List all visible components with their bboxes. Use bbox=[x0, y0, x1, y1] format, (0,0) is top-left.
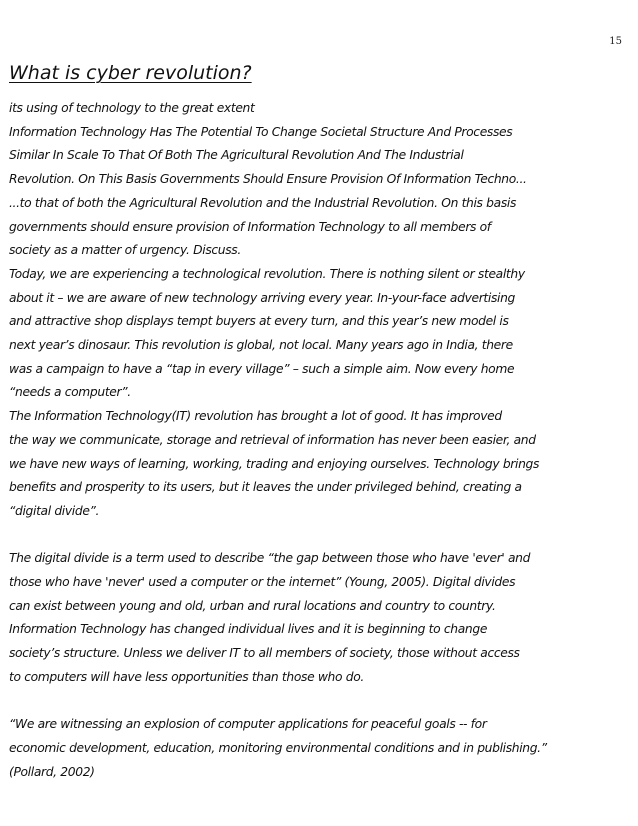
text-line: and attractive shop displays tempt buyers at every turn, and this year’s new model is bbox=[9, 314, 509, 329]
text-line: we have new ways of learning, working, trading and enjoying ourselves. Technology brings bbox=[9, 456, 540, 471]
text-line: can exist between young and old, urban and rural locations and country to country. bbox=[9, 598, 496, 613]
text-line: benefits and prosperity to its users, but it leaves the under privileged behind, creating a bbox=[9, 480, 522, 495]
quote-line: economic development, education, monitoring environmental conditions and in publishing.” bbox=[9, 740, 547, 755]
text-line: next year’s dinosaur. This revolution is global, not local. Many years ago in India, there bbox=[9, 338, 513, 353]
text-line: the way we communicate, storage and retrieval of information has never been easier, and bbox=[9, 432, 536, 447]
page-title: What is cyber revolution? bbox=[9, 62, 252, 84]
page-number: 15 bbox=[609, 36, 622, 47]
text-line: Information Technology has changed individual lives and it is beginning to change bbox=[9, 622, 488, 637]
text-line: Information Technology Has The Potential To Change Societal Structure And Processes bbox=[9, 124, 513, 139]
text-line: about it – we are aware of new technology arriving every year. In-your-face advertising bbox=[9, 290, 515, 305]
text-line: Revolution. On This Basis Governments Should Ensure Provision Of Information Techno... bbox=[9, 172, 527, 187]
body-text bbox=[9, 97, 631, 784]
text-line: “needs a computer”. bbox=[9, 385, 131, 400]
text-line: “digital divide”. bbox=[9, 503, 100, 518]
text-line: society’s structure. Unless we deliver IT to all members of society, those without access bbox=[9, 646, 520, 661]
text-line: ...to that of both the Agricultural Revolution and the Industrial Revolution. On this basis bbox=[9, 195, 516, 210]
text-line: society as a matter of urgency. Discuss. bbox=[9, 243, 241, 258]
text-line: The digital divide is a term used to describe “the gap between those who have 'ever' and bbox=[9, 551, 531, 566]
text-line: The Information Technology(IT) revolution has brought a lot of good. It has improved bbox=[9, 409, 502, 424]
text-line: Today, we are experiencing a technological revolution. There is nothing silent or stealthy bbox=[9, 266, 525, 281]
text-line: its using of technology to the great extent bbox=[9, 101, 255, 115]
quote-line: “We are witnessing an explosion of computer applications for peaceful goals -- for bbox=[9, 717, 487, 732]
paragraph-gap bbox=[9, 524, 631, 548]
text-line: those who have 'never' used a computer or the internet” (Young, 2005). Digital divides bbox=[9, 575, 516, 590]
text-line: was a campaign to have a “tap in every village” – such a simple aim. Now every home bbox=[9, 361, 515, 376]
quote-citation: (Pollard, 2002) bbox=[9, 764, 95, 779]
text-line: governments should ensure provision of Information Technology to all members of bbox=[9, 219, 491, 234]
text-line: to computers will have less opportunities than those who do. bbox=[9, 669, 364, 684]
paragraph-gap bbox=[9, 690, 631, 714]
text-line: Similar In Scale To That Of Both The Agricultural Revolution And The Industrial bbox=[9, 148, 464, 163]
